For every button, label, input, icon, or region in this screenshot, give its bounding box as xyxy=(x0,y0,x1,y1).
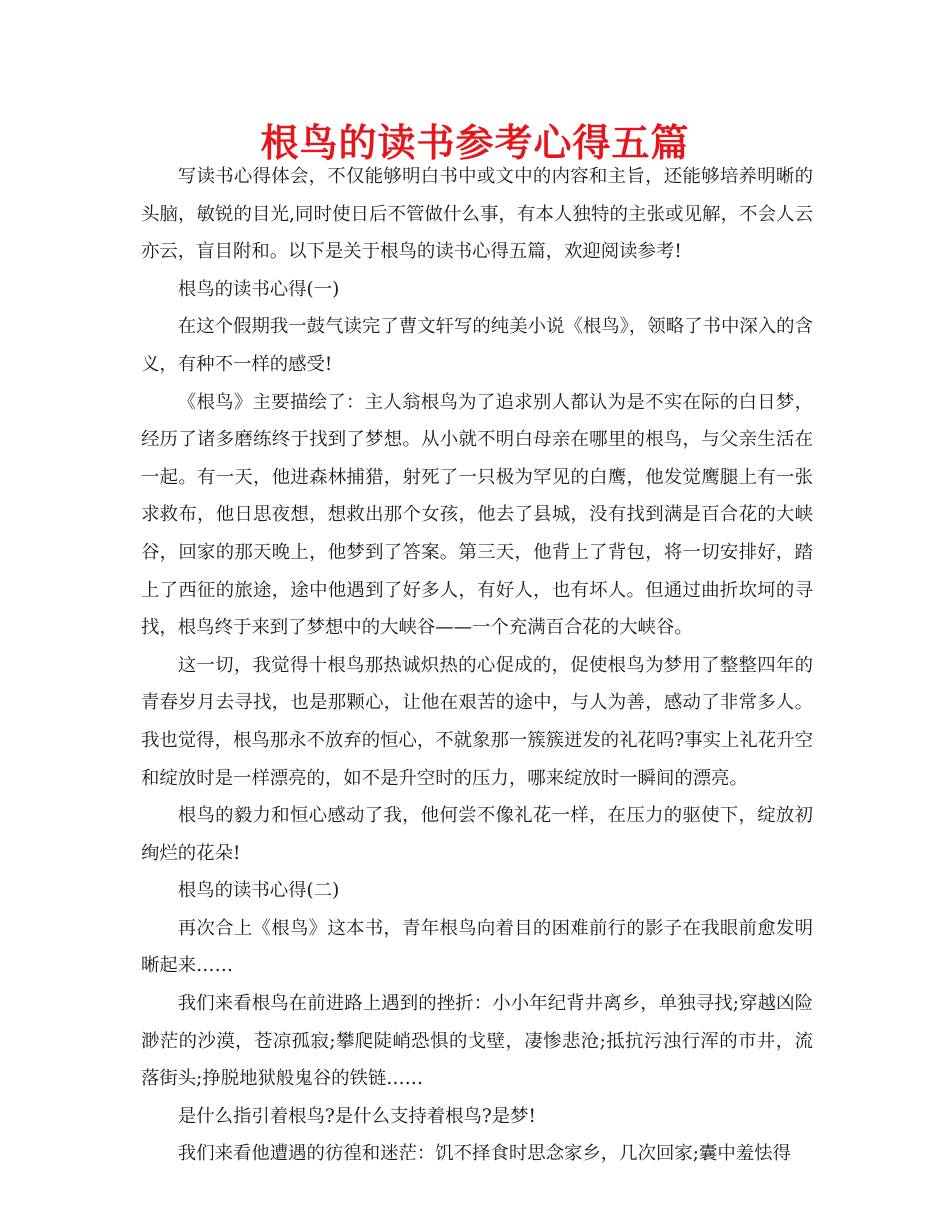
paragraph: 是什么指引着根鸟?是什么支持着根鸟?是梦! xyxy=(177,1105,536,1127)
section-heading-1: 根鸟的读书心得(一) xyxy=(177,278,340,300)
paragraph-intro: 写读书心得体会，不仅能够明白书中或文中的内容和主旨，还能够培养明晰的头脑，敏锐的目光,同时使日后不管做什么事，有本人独特的主张或见解，不会人云亦云，盲目附和。以下是关于根鸟的读书心得五篇，欢迎阅读参考! xyxy=(141,166,813,263)
paragraph: 我们来看他遭遇的彷徨和迷茫：饥不择食时思念家乡，几次回家;囊中羞怯得 xyxy=(177,1143,791,1165)
document-title: 根鸟的读书参考心得五篇 xyxy=(260,121,690,165)
paragraph: 根鸟的毅力和恒心感动了我，他何尝不像礼花一样，在压力的驱使下，绽放初绚烂的花朵! xyxy=(141,805,813,864)
paragraph: 在这个假期我一鼓气读完了曹文轩写的纯美小说《根鸟》，领略了书中深入的含义，有种不一样的感受! xyxy=(141,316,813,375)
paragraph: 《根鸟》主要描绘了：主人翁根鸟为了追求别人都认为是不实在际的白日梦，经历了诸多磨练终于找到了梦想。从小就不明白母亲在哪里的根鸟，与父亲生活在一起。有一天，他进森林捕猎，射死了一只极为罕见的白鹰，他发觉鹰腿上有一张求救布，他日思夜想，想救出那个女孩，他去了县城，没有找到满是百合花的大峡谷，回家的那天晚上，他梦到了答案。第三天，他背上了背包，将一切安排好，踏上了西征的旅途，途中他遇到了好多人，有好人，也有坏人。但通过曲折坎坷的寻找，根鸟终于来到了梦想中的大峡谷——一个充满百合花的大峡谷。 xyxy=(141,391,813,639)
paragraph: 这一切，我觉得十根鸟那热诚炽热的心促成的，促使根鸟为梦用了整整四年的青春岁月去寻找，也是那颗心，让他在艰苦的途中，与人为善，感动了非常多人。我也觉得，根鸟那永不放弃的恒心，不就象那一簇簇迸发的礼花吗?事实上礼花升空和绽放时是一样漂亮的，如不是升空时的压力，哪来绽放时一瞬间的漂亮。 xyxy=(141,654,813,789)
document-body xyxy=(141,158,813,1173)
paragraph: 再次合上《根鸟》这本书，青年根鸟向着目的困难前行的影子在我眼前愈发明晰起来…… xyxy=(141,917,813,977)
section-heading-2: 根鸟的读书心得(二) xyxy=(177,880,340,902)
paragraph: 我们来看根鸟在前进路上遇到的挫折：小小年纪背井离乡，单独寻找;穿越凶险渺茫的沙漠，苍凉孤寂;攀爬陡峭恐惧的戈壁，凄惨悲沧;抵抗污浊行浑的市井，流落街头;挣脱地狱般鬼谷的铁链…… xyxy=(141,993,813,1090)
